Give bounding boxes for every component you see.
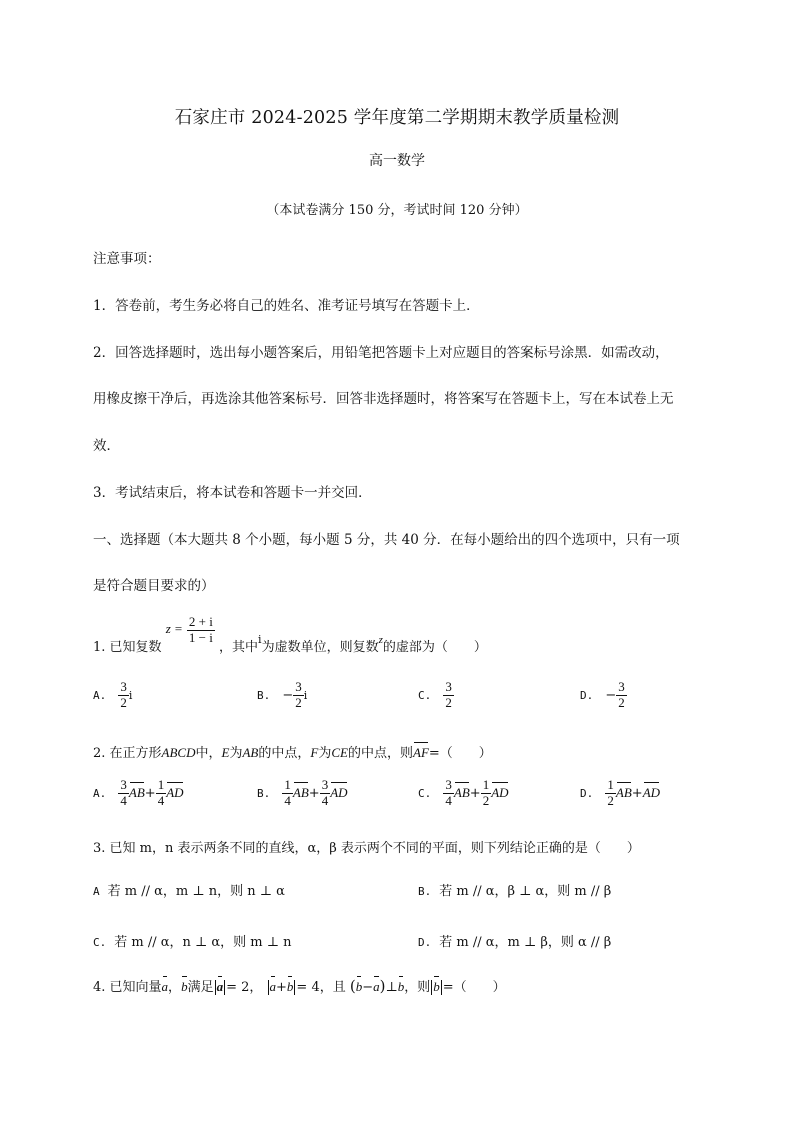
q2-text-f: 的中点，则 [347,746,413,761]
q4-cond1: = 2， [226,980,263,995]
q2-ce: CE [331,745,348,760]
q2-option-d-vec-ab: AB [615,784,632,800]
q2-f: F [310,745,319,760]
q2-option-b-plus: + [308,785,320,801]
question-2 [93,742,492,761]
notice-heading: 注意事项： [93,251,161,267]
notice-item-2-line-1: 2．回答选择题时，选出每小题答案后，用铅笔把答题卡上对应题目的答案标号涂黑．如需改动， [93,345,669,361]
q2-option-c-c1-den: 4 [445,792,452,808]
q2-option-d[interactable] [580,778,660,809]
q1-option-b-sign: − [282,687,294,703]
q1-option-a-den: 2 [120,694,127,710]
q4-perp: ⊥ [385,980,398,995]
q1-mid: ，其中 [219,639,259,655]
q4-vector-b: b [181,979,188,994]
q2-option-b-c2-num: 3 [321,777,329,792]
q3-option-a[interactable] [93,880,285,899]
q4-abs-sum-b: b [286,979,294,994]
exam-info: （本试卷满分 150 分，考试时间 120 分钟） [266,203,528,218]
q2-option-b-c1-den: 4 [284,792,291,808]
q3-option-c[interactable] [93,931,291,950]
q1-z-equals: z = [165,620,183,636]
q1-option-a-num: 3 [120,679,127,694]
q1-denominator: 1 − i [188,629,213,645]
q3-option-b-label: B. [418,885,432,898]
notice-item-1: 1．答卷前，考生务必将自己的姓名、准考证号填写在答题卡上． [93,298,480,314]
q2-option-c[interactable] [418,778,509,809]
q2-option-c-vec-ab: AB [453,784,470,800]
question-3: 3. 已知 m，n 表示两条不同的直线，α，β 表示两个不同的平面，则下列结论正确的是（ ） [93,841,640,856]
q2-option-b[interactable] [257,778,348,809]
exam-subject: 高一数学 [369,153,425,169]
q4-text-d: =（ ） [442,980,506,995]
q2-option-d-c1-num: 1 [607,777,614,792]
q2-abcd: ABCD [161,745,196,760]
question-4: 4. 已知向量a，b满足 a = 2， a+b = 4，且 (b−a)⊥b，则 b =（ ） [93,977,506,995]
q4-abs-b: b [433,979,440,994]
q4-vector-a: a [161,979,169,994]
q4-perp-b: b [397,979,405,994]
question-1 [93,615,487,655]
q3-option-a-label: A [93,885,100,898]
q2-text-d: 的中点， [258,746,311,761]
q4-abs-sum-plus: + [276,980,287,995]
q3-option-a-text: 若 m // α，m ⊥ n，则 n ⊥ α [107,884,285,899]
q4-text-a: 4. 已知向量 [93,980,162,995]
q1-option-b-num: 3 [295,679,302,694]
q1-option-c-num: 3 [445,679,452,694]
q1-option-c[interactable] [418,680,454,711]
q1-mid2: 为虚数单位，则复数 [261,639,379,655]
q2-option-a-c2-num: 1 [157,777,165,792]
q3-option-c-label: C. [93,936,107,949]
q2-option-b-c1-num: 1 [284,777,291,792]
q1-option-d-num: 3 [618,679,625,694]
q3-option-b[interactable] [418,880,611,899]
q1-option-d-sign: − [605,687,617,703]
section-heading-line-2: 是符合题目要求的） [93,578,215,594]
q2-option-a-c2-den: 4 [157,792,165,808]
q2-option-c-c2-num: 1 [482,777,490,792]
q2-text-a: 2. 在正方形 [93,746,162,761]
q1-option-b-den: 2 [295,694,302,710]
q4-cond2: = 4，且 [296,980,346,995]
q2-option-c-c2-den: 2 [482,792,490,808]
q1-option-d[interactable] [580,680,627,711]
q1-option-c-den: 2 [445,694,452,710]
q4-abs-a: a [216,979,224,994]
q2-text-c: 为 [229,746,243,761]
q1-option-a[interactable] [93,680,132,711]
q2-option-c-plus: + [469,785,481,801]
q3-option-c-text: 若 m // α，n ⊥ α，则 m ⊥ n [114,935,292,950]
q2-option-a-vec-ab: AB [128,784,145,800]
q2-text-g: =（ ） [428,746,492,761]
q2-ab: AB [242,745,259,760]
notice-item-2-line-3: 效． [93,438,120,454]
q1-option-c-label: C. [418,688,432,702]
q2-option-d-label: D. [580,786,594,800]
q2-option-c-label: C. [418,786,432,800]
q1-option-a-i: i [128,688,133,702]
q2-option-a-c1-num: 3 [120,777,127,792]
q1-z: z [378,633,383,646]
q2-option-d-plus: + [631,785,643,801]
q2-option-a-vec-ad: AD [166,784,184,800]
q1-option-b[interactable] [257,680,307,711]
notice-item-2-line-2: 用橡皮擦干净后，再选涂其他答案标号．回答非选择题时，将答案写在答题卡上，写在本试卷上无 [93,391,674,407]
q1-option-b-i: i [303,688,308,702]
q2-option-b-label: B. [257,786,271,800]
q2-option-b-vec-ad: AD [330,784,348,800]
q2-option-d-c1-den: 2 [607,792,614,808]
q2-option-c-vec-ad: AD [491,784,509,800]
q3-option-d-text: 若 m // α，m ⊥ β，则 α // β [439,935,612,950]
q4-text-c: ，则 [404,980,431,995]
q4-abs-sum-a: a [269,979,277,994]
q4-diff-minus: − [362,980,374,995]
q4-diff-b: b [355,979,363,994]
q2-option-a-c1-den: 4 [120,792,127,808]
q1-option-a-label: A. [93,688,107,702]
q1-numerator: 2 + i [188,614,213,629]
q2-option-b-c2-den: 4 [321,792,329,808]
q4-sep: ， [168,980,182,995]
q1-i: i [258,632,262,646]
q2-option-a-label: A. [93,786,107,800]
q2-e: E [221,745,230,760]
notice-item-3: 3．考试结束后，将本试卷和答题卡一并交回． [93,485,372,501]
q1-option-d-label: D. [580,688,594,702]
exam-title: 石家庄市 2024-2025 学年度第二学期期末教学质量检测 [174,108,620,128]
q1-option-d-den: 2 [618,694,625,710]
q4-diff-a: a [373,979,380,994]
q1-suffix: 的虚部为（ ） [382,639,487,655]
q2-text-b: 中， [195,746,222,761]
q3-option-d[interactable] [418,931,611,950]
q1-option-b-label: B. [257,688,271,702]
q2-text-e: 为 [318,746,332,761]
q2-vector-af: AF [413,745,429,760]
q2-option-a-plus: + [144,785,156,801]
q3-option-b-text: 若 m // α，β ⊥ α，则 m // β [439,884,612,899]
q2-option-b-vec-ab: AB [292,784,309,800]
q1-fraction [187,615,215,646]
q2-option-c-c1-num: 3 [445,777,452,792]
q4-text-b: 满足 [187,980,214,995]
q1-prefix: 1. 已知复数 [93,639,162,655]
q2-option-d-vec-ad: AD [642,784,661,800]
q2-option-a[interactable] [93,778,184,809]
q3-option-d-label: D. [418,936,432,949]
section-heading-line-1: 一、选择题（本大题共 8 个小题，每小题 5 分，共 40 分．在每小题给出的四个选项中，只有一项 [93,532,680,548]
